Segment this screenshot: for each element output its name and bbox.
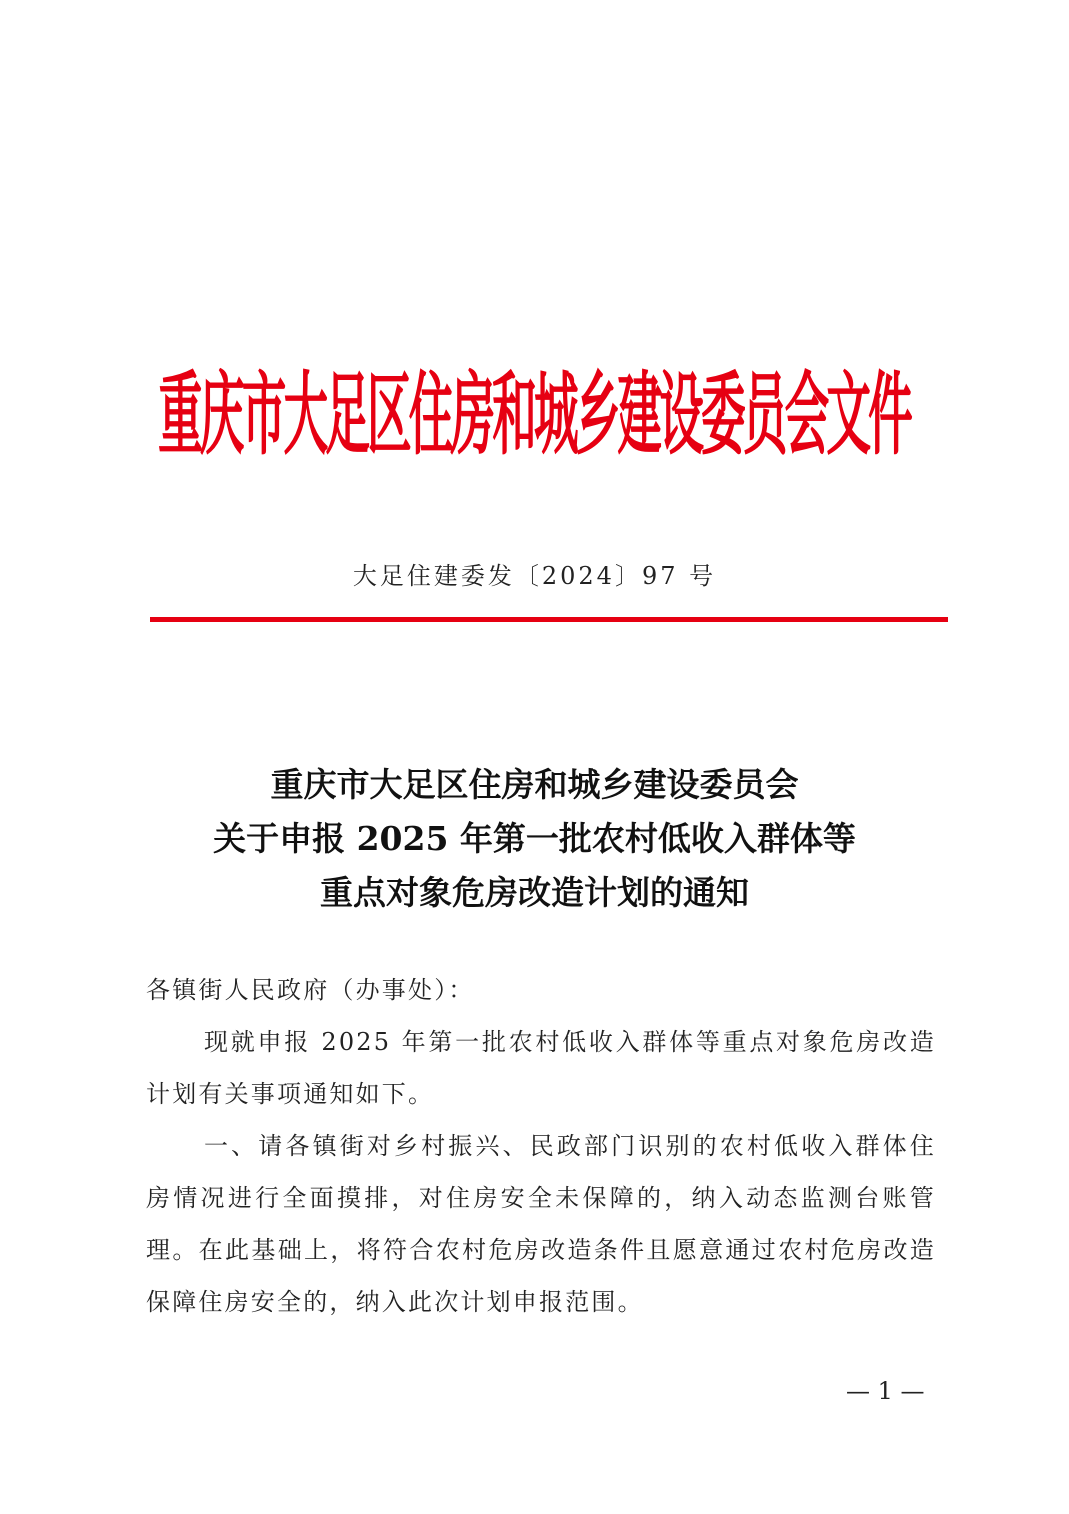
title-line: 关于申报 2025 年第一批农村低收入群体等 — [213, 819, 856, 858]
body-paragraph: 现就申报 2025 年第一批农村低收入群体等重点对象危房改造计划有关事项通知如下。 — [146, 1028, 936, 1108]
page-number: — 1 — — [846, 1377, 925, 1405]
red-divider-line — [150, 617, 948, 622]
document-body — [146, 964, 936, 1328]
title-line: 重点对象危房改造计划的通知 — [320, 873, 749, 912]
masthead-text: 重庆市大足区住房和城乡建设委员会文件 — [158, 361, 911, 468]
salutation: 各镇街人民政府（办事处）： — [146, 976, 475, 1004]
document-masthead — [0, 355, 1069, 475]
title-line: 重庆市大足区住房和城乡建设委员会 — [270, 765, 799, 804]
document-title — [0, 758, 1069, 920]
document-number: 大足住建委发〔2024〕97 号 — [352, 562, 717, 590]
body-paragraph: 一、请各镇街对乡村振兴、民政部门识别的农村低收入群体住房情况进行全面摸排，对住房安全未保障的，纳入动态监测台账管理。在此基础上，将符合农村危房改造条件且愿意通过农村危房改造保障住房安全的，纳入此次计划申报范围。 — [146, 1132, 936, 1316]
